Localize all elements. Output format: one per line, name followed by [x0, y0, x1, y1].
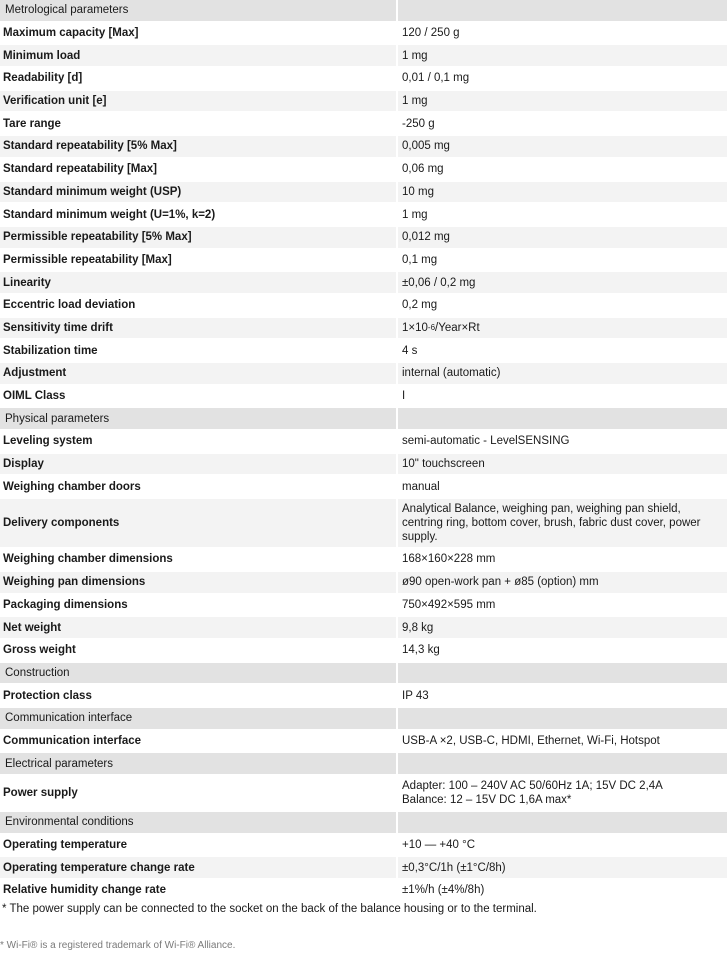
spec-row — [0, 431, 727, 452]
spec-label: Maximum capacity [Max] — [0, 23, 396, 44]
spec-row — [0, 250, 727, 271]
spec-row — [0, 857, 727, 878]
spec-row — [0, 499, 727, 547]
spec-value: 0,005 mg — [398, 136, 727, 157]
spec-value: ±0,06 / 0,2 mg — [398, 272, 727, 293]
spec-value: -250 g — [398, 113, 727, 134]
spec-label: Leveling system — [0, 431, 396, 452]
spec-value: ±1%/h (±4%/8h) — [398, 880, 727, 901]
spec-row — [0, 595, 727, 616]
spec-label: Adjustment — [0, 363, 396, 384]
section-title: Electrical parameters — [0, 753, 396, 774]
spec-value: 0,012 mg — [398, 227, 727, 248]
spec-label: Standard minimum weight (USP) — [0, 182, 396, 203]
spec-label: Display — [0, 454, 396, 475]
section-header-blank — [398, 0, 727, 21]
spec-value: 1 mg — [398, 91, 727, 112]
section-title: Environmental conditions — [0, 812, 396, 833]
section-header-blank — [398, 408, 727, 429]
value-line: Balance: 12 – 15V DC 1,6A max* — [402, 794, 572, 806]
spec-label: Standard repeatability [5% Max] — [0, 136, 396, 157]
spec-value: manual — [398, 476, 727, 497]
spec-row — [0, 272, 727, 293]
spec-label: Communication interface — [0, 731, 396, 752]
spec-row — [0, 476, 727, 497]
spec-value: Analytical Balance, weighing pan, weighing pan shield, centring ring, bottom cover, brush, fabric dust cover, power supply. — [398, 499, 727, 547]
spec-row — [0, 835, 727, 856]
spec-value: ø90 open-work pan + ø85 (option) mm — [398, 572, 727, 593]
spec-value: 14,3 kg — [398, 640, 727, 661]
spec-row — [0, 640, 727, 661]
spec-label: Operating temperature change rate — [0, 857, 396, 878]
spec-label: Readability [d] — [0, 68, 396, 89]
spec-label: Verification unit [e] — [0, 91, 396, 112]
spec-row — [0, 340, 727, 361]
section-header — [0, 708, 727, 729]
spec-label: Tare range — [0, 113, 396, 134]
spec-row — [0, 318, 727, 339]
section-header — [0, 812, 727, 833]
spec-value: 1 mg — [398, 45, 727, 66]
spec-value: 0,01 / 0,1 mg — [398, 68, 727, 89]
spec-value: 1×10 -6 /Year×Rt — [398, 318, 727, 339]
spec-label: Weighing chamber doors — [0, 476, 396, 497]
spec-value: ±0,3°C/1h (±1°C/8h) — [398, 857, 727, 878]
spec-value: 10" touchscreen — [398, 454, 727, 475]
spec-row — [0, 113, 727, 134]
spec-label: Linearity — [0, 272, 396, 293]
section-title: Communication interface — [0, 708, 396, 729]
section-title: Construction — [0, 663, 396, 684]
spec-row — [0, 685, 727, 706]
spec-label: Standard minimum weight (U=1%, k=2) — [0, 204, 396, 225]
spec-value: USB-A ×2, USB-C, HDMI, Ethernet, Wi-Fi, Hotspot — [398, 731, 727, 752]
spec-label: Eccentric load deviation — [0, 295, 396, 316]
spec-value: semi-automatic - LevelSENSING — [398, 431, 727, 452]
spec-row — [0, 204, 727, 225]
spec-value: +10 — +40 °C — [398, 835, 727, 856]
spec-label: Standard repeatability [Max] — [0, 159, 396, 180]
spec-label: Weighing chamber dimensions — [0, 549, 396, 570]
spec-value: I — [398, 386, 727, 407]
section-header-blank — [398, 663, 727, 684]
spec-value: 750×492×595 mm — [398, 595, 727, 616]
spec-row — [0, 136, 727, 157]
spec-value: 0,06 mg — [398, 159, 727, 180]
spec-value: 1 mg — [398, 204, 727, 225]
spec-label: Permissible repeatability [Max] — [0, 250, 396, 271]
spec-row — [0, 45, 727, 66]
section-header — [0, 0, 727, 21]
spec-label: Sensitivity time drift — [0, 318, 396, 339]
spec-label: Permissible repeatability [5% Max] — [0, 227, 396, 248]
section-title: Metrological parameters — [0, 0, 396, 21]
value-line: Adapter: 100 – 240V AC 50/60Hz 1A; 15V DC 2,4A — [402, 780, 663, 792]
spec-label: Minimum load — [0, 45, 396, 66]
trademark-note: * Wi-Fi® is a registered trademark of Wi-Fi® Alliance. — [0, 940, 236, 951]
spec-row — [0, 68, 727, 89]
power-supply-footnote: * The power supply can be connected to the socket on the back of the balance housing or to the terminal. — [2, 903, 537, 915]
spec-row — [0, 776, 727, 810]
spec-row — [0, 880, 727, 901]
spec-value: 0,1 mg — [398, 250, 727, 271]
spec-value: 168×160×228 mm — [398, 549, 727, 570]
spec-row — [0, 182, 727, 203]
spec-row — [0, 386, 727, 407]
spec-value: 0,2 mg — [398, 295, 727, 316]
spec-label: Net weight — [0, 617, 396, 638]
spec-row — [0, 363, 727, 384]
spec-row — [0, 454, 727, 475]
spec-value: 4 s — [398, 340, 727, 361]
spec-value: IP 43 — [398, 685, 727, 706]
spec-label: Gross weight — [0, 640, 396, 661]
spec-row — [0, 295, 727, 316]
spec-value — [398, 776, 727, 810]
spec-label: Weighing pan dimensions — [0, 572, 396, 593]
section-title: Physical parameters — [0, 408, 396, 429]
spec-value: 120 / 250 g — [398, 23, 727, 44]
spec-row — [0, 572, 727, 593]
spec-row — [0, 731, 727, 752]
spec-row — [0, 617, 727, 638]
spec-label: Power supply — [0, 776, 396, 810]
section-header — [0, 408, 727, 429]
spec-value: internal (automatic) — [398, 363, 727, 384]
spec-row — [0, 91, 727, 112]
spec-label: Stabilization time — [0, 340, 396, 361]
section-header — [0, 753, 727, 774]
section-header-blank — [398, 753, 727, 774]
spec-row — [0, 23, 727, 44]
section-header-blank — [398, 708, 727, 729]
section-header — [0, 663, 727, 684]
spec-row — [0, 227, 727, 248]
spec-label: Relative humidity change rate — [0, 880, 396, 901]
section-header-blank — [398, 812, 727, 833]
spec-label: Delivery components — [0, 499, 396, 547]
spec-label: OIML Class — [0, 386, 396, 407]
spec-label: Operating temperature — [0, 835, 396, 856]
spec-label: Packaging dimensions — [0, 595, 396, 616]
spec-label: Protection class — [0, 685, 396, 706]
value-base: 1×10 — [402, 321, 428, 334]
spec-value: 9,8 kg — [398, 617, 727, 638]
spec-value: 10 mg — [398, 182, 727, 203]
spec-row — [0, 549, 727, 570]
value-unit: /Year×Rt — [435, 321, 480, 334]
spec-row — [0, 159, 727, 180]
